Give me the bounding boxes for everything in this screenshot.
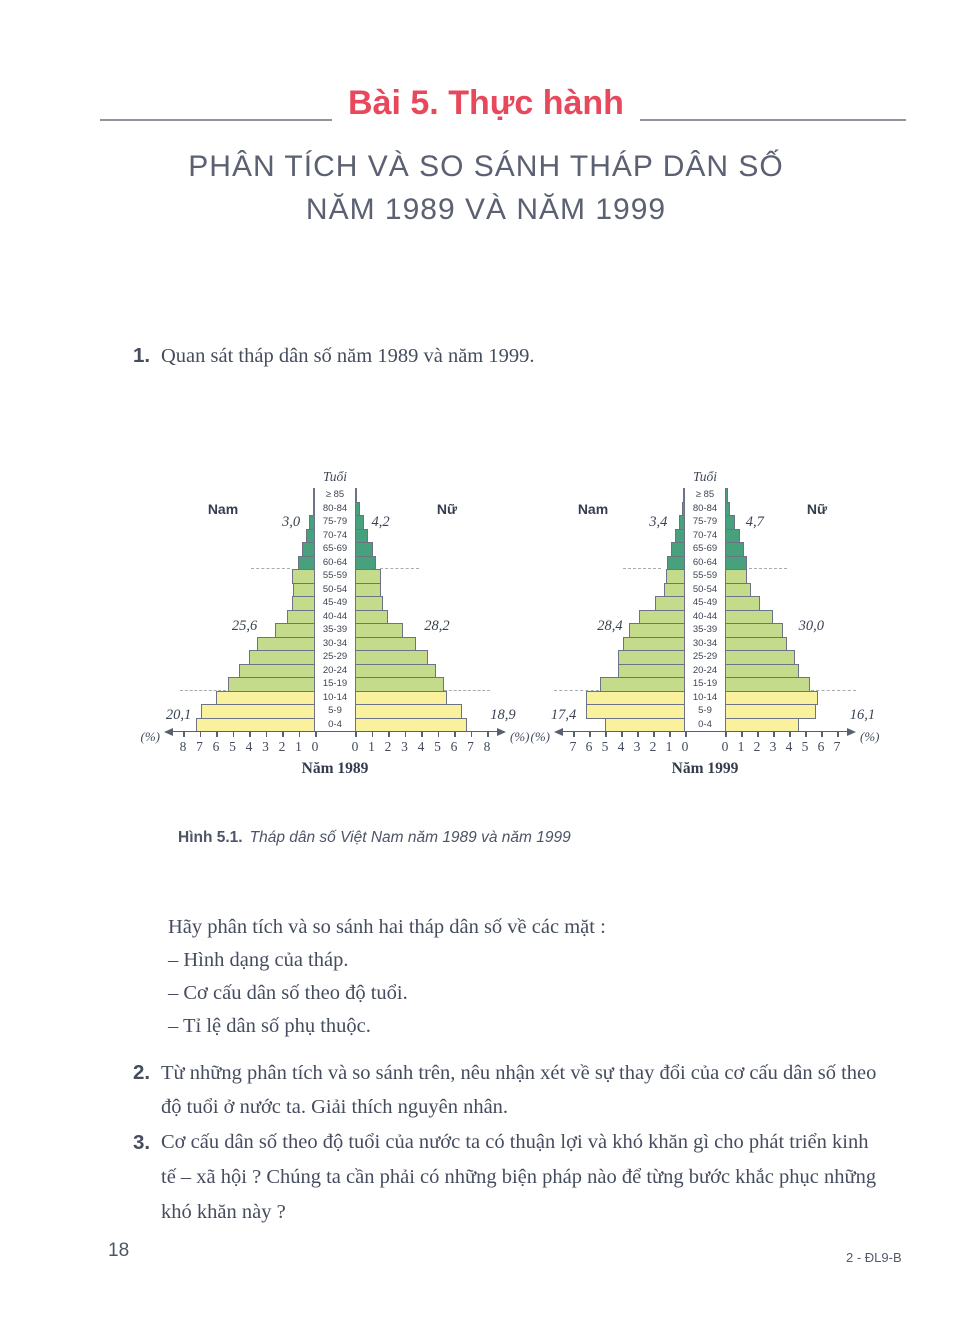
age-group-label-70-74: 70-74	[322, 529, 348, 541]
male-bar-10-14	[586, 691, 685, 706]
x-axis-tick	[249, 732, 251, 737]
x-axis-tick-label: 0	[721, 739, 729, 754]
female-bar-45-49	[725, 596, 760, 611]
age-group-label-30-34: 30-34	[322, 637, 348, 649]
x-axis-tick	[315, 732, 317, 737]
male-bar-30-34	[623, 637, 685, 652]
male-bar-65-69	[671, 542, 685, 557]
x-axis-tick	[405, 732, 407, 737]
x-axis-tick	[438, 732, 440, 737]
x-axis-arrow-right	[847, 728, 856, 736]
x-axis-tick-label: 6	[450, 739, 458, 754]
female-bar-50-54	[725, 583, 751, 598]
age-group-label-60-64: 60-64	[692, 556, 718, 568]
x-axis-tick	[669, 732, 671, 737]
female-bar-30-34	[725, 637, 787, 652]
female-bar-≥85	[725, 488, 728, 503]
x-axis-tick-label: 7	[569, 739, 577, 754]
x-axis-tick	[573, 732, 575, 737]
x-axis-tick	[741, 732, 743, 737]
male-bar-70-74	[306, 529, 315, 544]
male-side-label: Nam	[577, 501, 609, 517]
male-bar-15-19	[228, 677, 315, 692]
x-axis-tick-label: 2	[278, 739, 286, 754]
female-bar-5-9	[725, 704, 816, 719]
page-number: 18	[108, 1240, 130, 1261]
task-2	[133, 1056, 878, 1124]
x-axis-tick	[299, 732, 301, 737]
male-bar-0-4	[196, 718, 315, 733]
age-group-label-10-14: 10-14	[692, 691, 718, 703]
age-group-label-5-9: 5-9	[698, 705, 712, 716]
age-group-label-15-19: 15-19	[692, 678, 718, 689]
task-1	[133, 339, 793, 373]
band-boundary-dash	[380, 568, 420, 569]
male-bar-0-4	[605, 718, 685, 733]
x-axis-tick	[388, 732, 390, 737]
age-group-label-20-24: 20-24	[692, 664, 718, 676]
age-group-label-35-39: 35-39	[322, 624, 348, 635]
age-group-label-5-9: 5-9	[328, 705, 342, 716]
x-axis-tick-label: 3	[633, 739, 641, 754]
x-axis-tick-label: 0	[681, 739, 689, 754]
female-side-label: Nữ	[436, 501, 458, 517]
task-1-number: 1.	[133, 344, 151, 367]
female-bar-25-29	[725, 650, 795, 665]
percent-label-right: (%)	[510, 729, 530, 744]
x-axis-tick-label: 4	[417, 739, 425, 754]
x-axis-tick	[282, 732, 284, 737]
female-bar-≥85	[355, 488, 357, 503]
task-3	[133, 1125, 880, 1230]
x-axis-line	[173, 731, 497, 732]
x-axis-tick-label: 1	[665, 739, 673, 754]
x-axis-tick	[372, 732, 374, 737]
male-bar-25-29	[618, 650, 685, 665]
age-group-label-≥85: ≥ 85	[695, 489, 715, 500]
analysis-bullet-shape: – Hình dạng của tháp.	[168, 949, 349, 971]
x-axis-tick-label: 0	[351, 739, 359, 754]
female-bar-65-69	[355, 542, 373, 557]
male-side-label: Nam	[207, 501, 239, 517]
x-axis-tick-label: 5	[601, 739, 609, 754]
age-group-label-80-84: 80-84	[692, 502, 718, 514]
x-axis-tick-label: 5	[434, 739, 441, 754]
band-boundary-dash	[444, 690, 490, 691]
task-2-number: 2.	[133, 1061, 151, 1084]
x-axis-tick	[725, 732, 727, 737]
x-axis-tick	[821, 732, 823, 737]
male-bar-55-59	[292, 569, 315, 584]
female-bar-10-14	[725, 691, 818, 706]
x-axis-tick	[200, 732, 202, 737]
female-bar-35-39	[725, 623, 783, 638]
x-axis-tick-label: 3	[401, 739, 408, 754]
band-boundary-dash	[251, 568, 291, 569]
analysis-bullet-age-structure: – Cơ cấu dân số theo độ tuổi.	[168, 982, 408, 1004]
x-axis-tick-label: 2	[753, 739, 761, 754]
x-axis-arrow-left	[554, 728, 563, 736]
female-bar-70-74	[725, 529, 740, 544]
female-bar-80-84	[725, 502, 730, 517]
x-axis-tick-label: 8	[179, 739, 187, 754]
age-group-label-50-54: 50-54	[692, 583, 718, 595]
female-bar-80-84	[355, 502, 360, 517]
age-group-label-70-74: 70-74	[692, 529, 718, 541]
x-axis-tick-label: 7	[833, 739, 841, 754]
percent-label-right: (%)	[860, 729, 880, 744]
male-group-total-age_60_plus: 3,0	[282, 514, 301, 530]
female-bar-15-19	[725, 677, 810, 692]
x-axis-tick	[789, 732, 791, 737]
female-bar-55-59	[725, 569, 747, 584]
figure-caption	[178, 829, 571, 847]
female-bar-70-74	[355, 529, 368, 544]
age-group-label-20-24: 20-24	[322, 664, 348, 676]
male-bar-55-59	[666, 569, 685, 584]
female-group-total-age_15_59: 28,2	[424, 618, 450, 634]
male-bar-35-39	[629, 623, 685, 638]
female-bar-5-9	[355, 704, 462, 719]
x-axis-tick	[653, 732, 655, 737]
figure-caption-text: Tháp dân số Việt Nam năm 1989 và năm 1999	[249, 829, 571, 846]
age-group-label-10-14: 10-14	[322, 691, 348, 703]
x-axis-tick-label: 6	[212, 739, 220, 754]
female-group-total-age_0_14: 16,1	[849, 707, 876, 723]
female-bar-55-59	[355, 569, 381, 584]
x-axis-tick-label: 6	[817, 739, 825, 754]
page-title-line2: NĂM 1989 VÀ NĂM 1999	[305, 193, 667, 226]
x-axis-tick	[773, 732, 775, 737]
male-bar-50-54	[293, 583, 315, 598]
male-group-total-age_15_59: 28,4	[597, 618, 623, 634]
male-group-total-age_0_14: 17,4	[550, 707, 577, 723]
male-group-total-age_0_14: 20,1	[165, 707, 192, 723]
age-axis-label: Tuổi	[322, 469, 347, 484]
x-axis-tick-label: 2	[649, 739, 657, 754]
female-bar-0-4	[725, 718, 799, 733]
age-group-label-65-69: 65-69	[322, 543, 348, 554]
age-group-label-80-84: 80-84	[322, 502, 348, 514]
percent-label-left: (%)	[530, 729, 550, 744]
x-axis-tick	[589, 732, 591, 737]
female-group-total-age_0_14: 18,9	[490, 707, 516, 723]
age-group-label-60-64: 60-64	[322, 556, 348, 568]
pyramid-year-title: Năm 1989	[301, 760, 369, 777]
male-bar-20-24	[618, 664, 685, 679]
male-bar-70-74	[675, 529, 685, 544]
x-axis-tick	[637, 732, 639, 737]
band-boundary-dash	[749, 568, 787, 569]
male-bar-30-34	[257, 637, 315, 652]
age-group-label-50-54: 50-54	[322, 583, 348, 595]
x-axis-tick	[471, 732, 473, 737]
male-group-total-age_60_plus: 3,4	[649, 514, 668, 530]
analysis-bullet-dependency: – Tỉ lệ dân số phụ thuộc.	[168, 1015, 371, 1037]
female-group-total-age_60_plus: 4,7	[745, 514, 764, 530]
age-group-label-75-79: 75-79	[692, 516, 718, 527]
age-group-label-0-4: 0-4	[698, 718, 712, 730]
male-bar-45-49	[655, 596, 685, 611]
x-axis-tick	[216, 732, 218, 737]
x-axis-tick-label: 1	[295, 739, 302, 754]
male-bar-40-44	[287, 610, 315, 625]
edition-code: 2 - ĐL9-B	[846, 1250, 902, 1265]
x-axis-tick-label: 5	[229, 739, 236, 754]
age-group-label-75-79: 75-79	[322, 516, 348, 527]
x-axis-tick-label: 3	[262, 739, 269, 754]
male-group-total-age_15_59: 25,6	[231, 618, 258, 634]
x-axis-tick-label: 0	[311, 739, 319, 754]
x-axis-tick	[421, 732, 423, 737]
female-bar-20-24	[355, 664, 436, 679]
female-bar-75-79	[725, 515, 735, 530]
x-axis-tick-label: 4	[785, 739, 793, 754]
x-axis-tick-label: 4	[245, 739, 253, 754]
age-group-label-25-29: 25-29	[692, 651, 718, 662]
x-axis-tick-label: 4	[617, 739, 625, 754]
x-axis-tick	[233, 732, 235, 737]
x-axis-tick-label: 7	[196, 739, 203, 754]
x-axis-tick	[487, 732, 489, 737]
female-bar-0-4	[355, 718, 467, 733]
x-axis-tick-label: 5	[801, 739, 809, 754]
x-axis-tick-label: 6	[585, 739, 593, 754]
age-group-label-40-44: 40-44	[692, 610, 718, 622]
x-axis-tick-label: 3	[769, 739, 777, 754]
male-bar-15-19	[600, 677, 685, 692]
x-axis-tick	[454, 732, 456, 737]
male-bar-65-69	[302, 542, 315, 557]
x-axis-tick	[355, 732, 357, 737]
male-bar-35-39	[275, 623, 315, 638]
age-group-label-≥85: ≥ 85	[325, 489, 345, 500]
age-group-label-55-59: 55-59	[692, 570, 718, 581]
task-2-text: Từ những phân tích và so sánh trên, nêu nhận xét về sự thay đổi của cơ cấu dân số theo độ tuổi ở nước ta. Giải thích nguyên nhân.	[161, 1062, 877, 1118]
x-axis-tick-label: 1	[368, 739, 375, 754]
male-bar-50-54	[664, 583, 685, 598]
female-bar-65-69	[725, 542, 744, 557]
female-bar-15-19	[355, 677, 444, 692]
x-axis-tick-label: 8	[483, 739, 491, 754]
population-pyramid-1999	[495, 455, 955, 803]
x-axis-tick	[805, 732, 807, 737]
age-group-label-40-44: 40-44	[322, 610, 348, 622]
percent-label-left: (%)	[140, 729, 160, 744]
x-axis-tick-label: 1	[737, 739, 745, 754]
female-bar-40-44	[725, 610, 773, 625]
x-axis-tick-label: 2	[384, 739, 392, 754]
task-1-text: Quan sát tháp dân số năm 1989 và năm 1999.	[161, 345, 535, 367]
figure-caption-label: Hình 5.1.	[178, 829, 243, 846]
male-bar-40-44	[639, 610, 685, 625]
x-axis-tick	[605, 732, 607, 737]
age-group-label-0-4: 0-4	[328, 718, 342, 730]
female-group-total-age_15_59: 30,0	[798, 618, 824, 634]
task-3-text: Cơ cấu dân số theo độ tuổi của nước ta có thuận lợi và khó khăn gì cho phát triển kinh tế – xã hội ? Chúng ta cần phải có những biện pháp nào để từng bước khắc phục những khó khăn này ?	[161, 1131, 877, 1223]
x-axis-arrow-left	[164, 728, 173, 736]
analysis-intro: Hãy phân tích và so sánh hai tháp dân số về các mặt :	[168, 916, 606, 938]
male-bar-60-64	[667, 556, 685, 571]
female-bar-60-64	[355, 556, 376, 571]
x-axis-tick	[621, 732, 623, 737]
female-bar-20-24	[725, 664, 799, 679]
age-group-label-45-49: 45-49	[322, 597, 348, 608]
female-bar-60-64	[725, 556, 747, 571]
male-bar-5-9	[201, 704, 315, 719]
x-axis-tick	[266, 732, 268, 737]
male-bar-20-24	[239, 664, 315, 679]
age-group-label-55-59: 55-59	[322, 570, 348, 581]
male-bar-10-14	[216, 691, 315, 706]
female-bar-30-34	[355, 637, 416, 652]
lesson-title: Bài 5. Thực hành	[348, 84, 624, 122]
female-bar-25-29	[355, 650, 428, 665]
task-3-number: 3.	[133, 1131, 151, 1154]
female-bar-50-54	[355, 583, 381, 598]
male-bar-45-49	[292, 596, 315, 611]
age-group-label-30-34: 30-34	[692, 637, 718, 649]
male-bar-25-29	[249, 650, 315, 665]
male-bar-60-64	[298, 556, 315, 571]
age-group-label-45-49: 45-49	[692, 597, 718, 608]
age-axis-label: Tuổi	[692, 469, 717, 484]
page-title-line1: PHÂN TÍCH VÀ SO SÁNH THÁP DÂN SỐ	[188, 150, 784, 183]
age-group-label-25-29: 25-29	[322, 651, 348, 662]
female-bar-45-49	[355, 596, 383, 611]
x-axis-tick	[685, 732, 687, 737]
female-side-label: Nữ	[806, 501, 828, 517]
female-bar-35-39	[355, 623, 403, 638]
pyramid-year-title: Năm 1999	[671, 760, 739, 777]
band-boundary-dash	[623, 568, 661, 569]
age-group-label-15-19: 15-19	[322, 678, 348, 689]
female-bar-40-44	[355, 610, 388, 625]
age-group-label-35-39: 35-39	[692, 624, 718, 635]
x-axis-tick	[183, 732, 185, 737]
age-group-label-65-69: 65-69	[692, 543, 718, 554]
x-axis-tick-label: 7	[467, 739, 474, 754]
female-bar-10-14	[355, 691, 447, 706]
band-boundary-dash	[811, 690, 856, 691]
x-axis-tick	[837, 732, 839, 737]
female-bar-75-79	[355, 515, 364, 530]
female-group-total-age_60_plus: 4,2	[371, 514, 390, 530]
x-axis-tick	[757, 732, 759, 737]
male-bar-5-9	[586, 704, 685, 719]
